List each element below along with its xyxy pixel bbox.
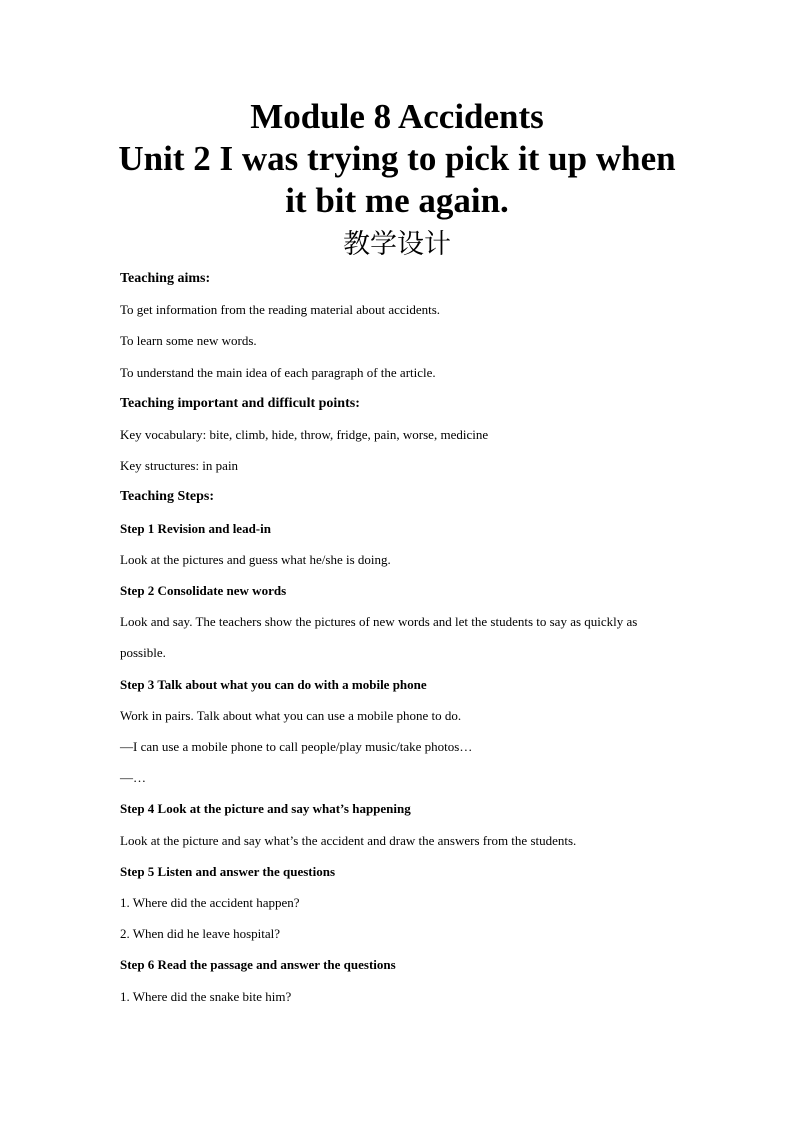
doc-line: —… bbox=[120, 770, 146, 786]
doc-line: Key structures: in pain bbox=[120, 458, 239, 474]
doc-line: Work in pairs. Talk about what you can use a mobile phone to do. bbox=[120, 707, 462, 723]
doc-line: —I can use a mobile phone to call people/play music/take photos… bbox=[120, 739, 473, 755]
doc-line: Teaching important and difficult points: bbox=[120, 395, 360, 411]
doc-line: Teaching aims: bbox=[120, 271, 211, 286]
doc-line: Step 2 Consolidate new words bbox=[120, 583, 287, 599]
title-line-1: Module 8 Accidents bbox=[250, 97, 544, 136]
doc-line: To get information from the reading material about accidents. bbox=[120, 302, 441, 318]
doc-line: Look and say. The teachers show the pictures of new words and let the students to say as quickly as possible. bbox=[120, 614, 638, 661]
doc-line: Step 5 Listen and answer the questions bbox=[120, 863, 336, 879]
doc-line: 2. When did he leave hospital? bbox=[120, 926, 281, 942]
title-line-2: Unit 2 I was trying to pick it up when bbox=[118, 139, 676, 178]
title-block bbox=[0, 96, 794, 262]
title-line-3: it bit me again. bbox=[285, 181, 509, 220]
doc-line: Step 4 Look at the picture and say what’s happening bbox=[120, 801, 411, 817]
subtitle: 教学设计 bbox=[343, 229, 451, 260]
doc-line: Teaching Steps: bbox=[120, 489, 215, 505]
doc-line: To understand the main idea of each paragraph of the article. bbox=[120, 364, 436, 380]
document-body bbox=[120, 263, 680, 1012]
doc-line: 1. Where did the accident happen? bbox=[120, 895, 300, 911]
doc-line: Step 1 Revision and lead-in bbox=[120, 520, 271, 536]
doc-line: Step 3 Talk about what you can do with a mobile phone bbox=[120, 676, 427, 692]
doc-line: Look at the picture and say what’s the accident and draw the answers from the students. bbox=[120, 832, 577, 848]
doc-line: Look at the pictures and guess what he/she is doing. bbox=[120, 551, 391, 567]
doc-line: 1. Where did the snake bite him? bbox=[120, 988, 292, 1004]
doc-line: Step 6 Read the passage and answer the questions bbox=[120, 957, 396, 973]
doc-line: To learn some new words. bbox=[120, 333, 257, 349]
doc-line: Key vocabulary: bite, climb, hide, throw, fridge, pain, worse, medicine bbox=[120, 427, 489, 443]
